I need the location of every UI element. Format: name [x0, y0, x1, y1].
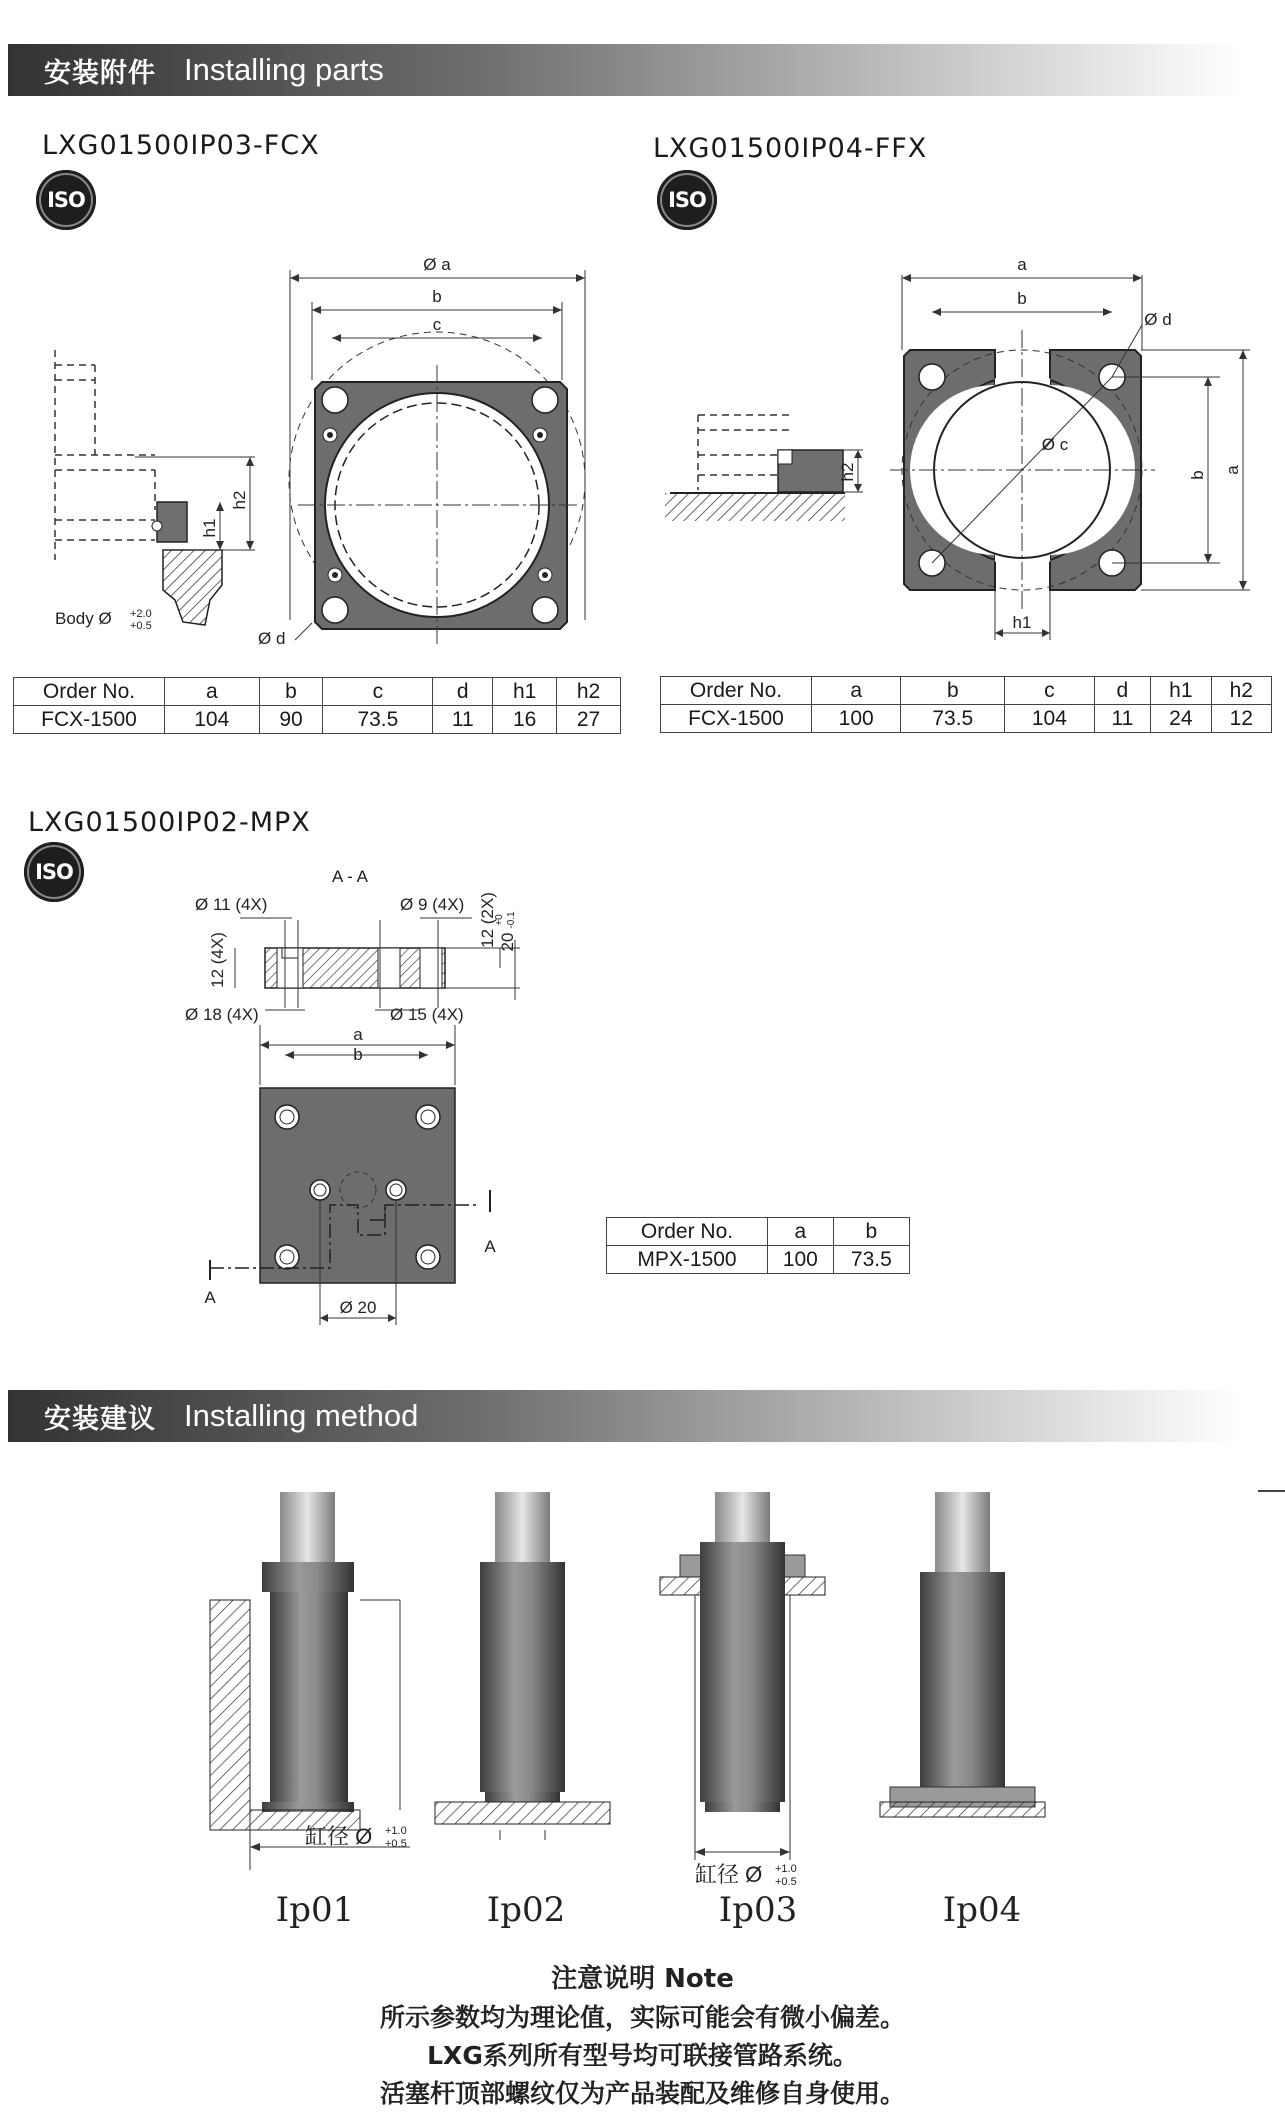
table-header-cell: Order No.: [661, 677, 812, 705]
table-cell: 12: [1211, 705, 1271, 733]
mpx-d9-label: Ø 9 (4X): [400, 895, 465, 914]
ip03-bore-label: 缸径 Ø: [695, 1862, 763, 1887]
fcx-h2-label: h2: [230, 490, 249, 510]
mpx-h20-label: 20: [498, 932, 517, 952]
table-header-row: [607, 1218, 910, 1246]
table-header-cell: Order No.: [14, 678, 165, 706]
table-cell: 100: [768, 1246, 834, 1274]
ffx-a-side-label: a: [1223, 465, 1242, 475]
table-header-row: [14, 678, 621, 706]
mpx-tol-dn: -0.1: [506, 911, 517, 929]
table-cell: 27: [557, 706, 621, 734]
method-drawings: [200, 1480, 1080, 1888]
table-header-cell: a: [812, 677, 901, 705]
mpx-d20-label: Ø 20: [339, 1298, 377, 1317]
mpx-h12-4x-label: 12 (4X): [208, 932, 227, 988]
table-cell: 73.5: [901, 705, 1005, 733]
table-header-cell: b: [259, 678, 323, 706]
mpx-cut-a-left: A: [204, 1288, 216, 1307]
ffx-b-label: b: [1017, 289, 1027, 308]
ffx-title: LXG01500IP04-FFX: [653, 133, 928, 164]
table-row: [14, 706, 621, 734]
fcx-oa-label: Ø a: [423, 255, 451, 274]
fcx-body-tol-up: +2.0: [130, 608, 152, 620]
table-header-cell: c: [1005, 677, 1094, 705]
table-header-cell: h2: [1211, 677, 1271, 705]
ip03-bore-tol-up: +1.0: [775, 1863, 797, 1875]
mpx-a-label: a: [353, 1025, 363, 1044]
table-row: [661, 705, 1272, 733]
table-cell: 100: [812, 705, 901, 733]
table-cell: FCX-1500: [14, 706, 165, 734]
ip03-bore-tol-dn: +0.5: [775, 1876, 797, 1888]
section-title-cn: 安装建议: [44, 1403, 156, 1435]
table-cell: 90: [259, 706, 323, 734]
fcx-c-label: c: [432, 315, 442, 334]
ffx-h1-label: h1: [1012, 613, 1032, 632]
ip01-bore-tol-dn: +0.5: [385, 1838, 407, 1850]
mpx-d11-label: Ø 11 (4X): [195, 895, 268, 914]
section-banner-installing-parts: [8, 44, 1240, 96]
mpx-h12-2x-label: 12 (2X): [478, 892, 497, 948]
table-cell: 11: [1094, 705, 1151, 733]
table-header-cell: h1: [1151, 677, 1211, 705]
ffx-drawing: [660, 250, 1260, 650]
table-header-cell: d: [1094, 677, 1151, 705]
ip01-bore-tol-up: +1.0: [385, 1825, 407, 1837]
table-cell: 73.5: [323, 706, 433, 734]
right-edge-divider: [1258, 1490, 1285, 1492]
table-header-cell: b: [833, 1218, 909, 1246]
table-header-cell: Order No.: [607, 1218, 768, 1246]
fcx-od-label: Ø d: [258, 629, 286, 648]
table-header-cell: a: [165, 678, 260, 706]
fcx-title: LXG01500IP03-FCX: [42, 130, 320, 161]
ip01-figure: [210, 1492, 410, 1870]
iso-icon: ISO: [36, 170, 96, 230]
ip01-bore-label: 缸径 Ø: [305, 1824, 373, 1849]
fcx-drawing: [40, 240, 620, 650]
fcx-b-label: b: [432, 287, 442, 306]
mpx-title: LXG01500IP02-MPX: [28, 807, 311, 838]
ip03-label: Ip03: [718, 1890, 798, 1930]
note-line: 所示参数均为理论值，实际可能会有微小偏差。: [379, 2003, 905, 2032]
table-header-cell: d: [433, 678, 493, 706]
table-cell: FCX-1500: [661, 705, 812, 733]
section-banner-installing-method: [8, 1390, 1240, 1442]
mpx-drawing: [180, 860, 560, 1330]
table-cell: 24: [1151, 705, 1211, 733]
ffx-spec-table: [660, 676, 1272, 733]
section-title-cn: 安装附件: [44, 57, 156, 89]
section-title-en: Installing parts: [184, 52, 384, 87]
fcx-body-label: Body Ø: [55, 609, 112, 628]
table-cell: MPX-1500: [607, 1246, 768, 1274]
ip04-figure: [880, 1492, 1045, 1817]
ffx-a-label: a: [1017, 255, 1027, 274]
table-header-cell: b: [901, 677, 1005, 705]
table-header-cell: a: [768, 1218, 834, 1246]
table-cell: 104: [165, 706, 260, 734]
section-title-en: Installing method: [184, 1398, 419, 1433]
ffx-h2-label: h2: [838, 462, 857, 482]
mpx-cut-a-right: A: [484, 1237, 496, 1256]
note-line: LXG系列所有型号均可联接管路系统。: [427, 2041, 858, 2070]
ffx-b-side-label: b: [1188, 470, 1207, 480]
mpx-d18-label: Ø 18 (4X): [185, 1005, 259, 1024]
table-cell: 104: [1005, 705, 1094, 733]
fcx-h1-label: h1: [200, 518, 219, 538]
mpx-d15-label: Ø 15 (4X): [390, 1005, 464, 1024]
table-header-row: [661, 677, 1272, 705]
note-title: 注意说明 Note: [551, 1964, 734, 1994]
fcx-body-tol-dn: +0.5: [130, 620, 152, 632]
ffx-od-label: Ø d: [1144, 310, 1172, 329]
ip02-label: Ip02: [486, 1890, 566, 1930]
ip01-label: Ip01: [275, 1890, 355, 1930]
table-cell: 73.5: [833, 1246, 909, 1274]
table-header-cell: h1: [493, 678, 557, 706]
table-row: [607, 1246, 910, 1274]
mpx-section-label: A - A: [332, 867, 368, 886]
iso-icon: ISO: [657, 170, 717, 230]
ip02-figure: [435, 1492, 610, 1840]
table-cell: 11: [433, 706, 493, 734]
note-line: 活塞杆顶部螺纹仅为产品装配及维修自身使用。: [379, 2079, 905, 2108]
mpx-tol-up: +0: [494, 914, 505, 926]
mpx-spec-table: [606, 1217, 910, 1274]
iso-icon: ISO: [24, 842, 84, 902]
table-cell: 16: [493, 706, 557, 734]
fcx-spec-table: [13, 677, 621, 734]
ip03-figure: [660, 1492, 825, 1888]
ffx-oc-label: Ø c: [1041, 435, 1069, 454]
ip04-label: Ip04: [942, 1890, 1022, 1930]
table-header-cell: c: [323, 678, 433, 706]
mpx-b-label: b: [353, 1045, 363, 1064]
table-header-cell: h2: [557, 678, 621, 706]
